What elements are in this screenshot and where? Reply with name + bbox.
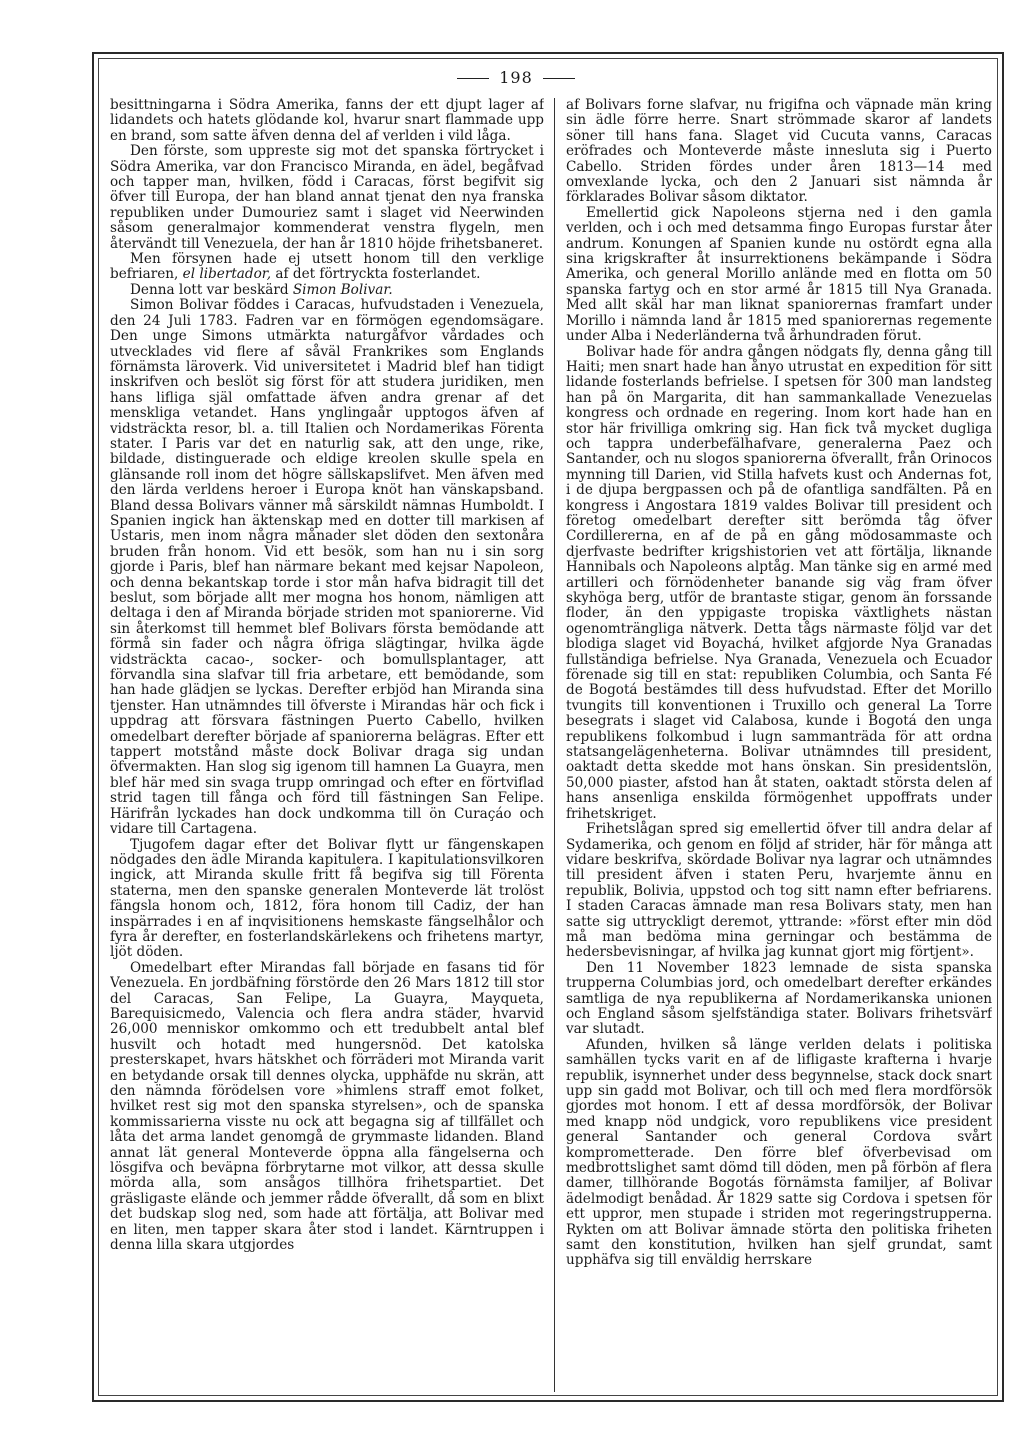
paragraph: besittningarna i Södra Amerika, fanns der ett djupt lager af lidandets och hatets glödande kol, hvarur snart flammade upp en brand, som satte äfven denna del af verlden i vild låga. [110,98,544,144]
page-number-dash-right [543,78,575,79]
paragraph-text: Denna lott var beskärd [130,281,293,298]
paragraph: af Bolivars forne slafvar, nu frigifna och väpnade män kring sin ädle förre herre. Snart strömmade skaror af landets söner till hans fana. Slaget vid Cucuta vanns, Caracas eröfrades och Monteverde måste innesluta sig i Puerto Cabello. Striden fördes under åren 1813—14 med omvexlande lycka, och den 2 Januari sist nämnda år förklarades Bolivar såsom diktator. [566,98,992,206]
right-column [566,98,992,1388]
paragraph: Emellertid gick Napoleons stjerna ned i den gamla verlden, och i och med detsamma fingo Europas furstar åter andrum. Konungen af Spanien kunde nu ostördt egna alla sina krigskrafter åt insurrektionens bekämpande i Södra Amerika, och general Morillo anlände med en flotta om 50 spanska fartyg och en stor armé år 1815 till Nya Granada. Med allt skäl har man liknat spaniorernas framfart under Morillo i nämnda land år 1815 med spaniorernas regemente under Alba i Nederländerna två århundraden förut. [566,204,992,345]
left-column [110,98,544,1388]
paragraph: Afunden, hvilken så länge verlden delats i politiska samhällen tycks varit en af de lifligaste krafterna i hvarje republik, isynnerhet under dess begynnelse, stack dock snart upp sin gadd mot Bolivar, och till och med flera mordförsök gjordes mot honom. I ett af dessa mordförsök, der Bolivar med knapp nöd undgick, voro republikens vice president general Santander och general Cordova svårt komprometterade. Den förre blef öfverbevisad om medbrottslighet samt dömd till döden, men på förbön af flera damer, tillhörande Bogotás förnämsta familjer, af Bolivar ädelmodigt benådad. År 1829 satte sig Cordova i spetsen för ett uppror, men stupade i striden mot regeringstrupperna. Rykten om att Bolivar ämnade störta den politiska friheten samt den konstitution, hvilken han sjelf grundat, samt upphäfva sig till enväldig herrskare [566,1036,992,1269]
italic-phrase: el libertador, [182,266,272,283]
paragraph-text: Men försynen hade ej utsett honom till den verklige befriaren, [110,251,544,283]
page-number-text: 198 [499,68,533,87]
paragraph: Den 11 November 1823 lemnade de sista spanska trupperna Columbias jord, och omedelbart derefter erkändes samtliga de nya republikerna af Nordamerikanska unionen och England såsom sjelfständiga stater. Bolivars frihetsvärf var slutadt. [566,959,992,1038]
page-number-dash-left [457,78,489,79]
paragraph: Bolivar hade för andra gången nödgats fly, denna gång till Haiti; men snart hade han ånyo utrustat en expedition för sitt lidande fosterlands befrielse. I spetsen för 300 man landsteg han på ön Margarita, dit han sammankallade Venezuelas kongress och ordnade en regering. Inom kort hade han en stor här frivilliga omkring sig. Han fick två mycket dugliga och tappra underbefälhafvare, generalerna Paez och Santander, och nu slogos spaniorerna öfverallt, från Orinocos mynning till Darien, vid Stilla hafvets kust och Andernas fot, i de djupa bergpassen och på de ofantliga sandfälten. På en kongress i Angostara 1819 valdes Bolivar till president och företog omedelbart derefter sitt berömda tåg öfver Cordillererna, en af de på en gång mödosammaste och djerfvaste bedrifter krigshistorien vet att förtälja, liknande Hannibals och Napoleons alptåg. Man tänke sig en armé med artilleri och förnödenheter banande sig väg fram öfver skyhöga berg, utför de brantaste stigar, genom än forssande floder, än den yppigaste tropiska växtlighets nästan ogenomträngliga nätverk. Detta tågs närmaste följd var det blodiga slaget vid Boyachá, hvilket afgjorde Nya Granadas fullständiga befrielse. Nya Granada, Venezuela och Ecuador förenade sig till en stat: republiken Columbia, och Santa Fé de Bogotá bestämdes till dess hufvudstad. Efter det Morillo tvungits till konventionen i Truxillo och general La Torre besegrats i slaget vid Calabosa, kunde i Bogotá den unga republikens folkombud i lugn sammanträda för att ordna statsangelägenheterna. Bolivar utnämndes till president, oaktadt detta skedde mot hans önskan. Sin presidentslön, 50,000 piaster, afstod han åt staten, oaktadt största delen af hans ansenliga enskilda förmögenhet uppoffrats under frihetskriget. [566,343,992,822]
italic-phrase: Simon Bolivar. [292,281,393,298]
paragraph: Tjugofem dagar efter det Bolivar flytt ur fängenskapen nödgades den ädle Miranda kapitulera. I kapitulationsvilkoren ingick, att Miranda skulle fritt få begifva sig till Förenta staterna, men den spanske generalen Monteverde lät trolöst fängsla honom och, 1812, föra honom till Cadiz, der han inspärrades i en af inqvisitionens hemskaste fängselhålor och fyra år derefter, en fosterlandskärlekens och frihetens martyr, ljöt döden. [110,836,544,961]
paragraph [110,252,544,283]
paragraph: Omedelbart efter Mirandas fall började en fasans tid för Venezuela. En jordbäfning förstörde den 26 Mars 1812 till stor del Caracas, San Felipe, La Guayra, Mayqueta, Barequisicmedo, Valencia och flera andra städer, hvarvid 26,000 menniskor omkommo och ett tredubbelt antal blef husvilt och hotadt med hungersnöd. Det katolska presterskapet, hvars hätskhet och förräderi mot Miranda varit en betydande orsak till dennes olycka, upphäfde nu skrän, att den nämnda förödelsen vore »himlens straff emot folket, hvilket rest sig mot den spanska styrelsen», och de spanska kommissarierna visste nu ock att begagna sig af tillfället och låta det arma landet genomgå de grymmaste lidanden. Bland annat lät general Monteverde öppna alla fängelserna och lösgifva och beväpna förbrytarne mot vilkor, att dessa skulle mörda alla, som ansågos tillhöra frihetspartiet. Det gräsligaste elände och jemmer rådde öfverallt, då som en blixt det budskap slog ned, som hade att förtälja, att Bolivar med en liten, men tapper skara åter stod i landet. Kärntruppen i denna lilla skara utgjordes [110,959,544,1254]
paragraph: Den förste, som uppreste sig mot det spanska förtrycket i Södra Amerika, var don Francisco Miranda, en ädel, begåfvad och tapper man, hvilken, född i Caracas, först begifvit sig öfver till Europa, der han bland annat tjenat den nya franska republiken under Dumouriez samt i slaget vid Neerwinden såsom generalmajor kommenderat venstra flygeln, men återvändt till Venezuela, der han år 1810 höjde frihetsbaneret. [110,143,544,252]
paragraph: Simon Bolivar föddes i Caracas, hufvudstaden i Venezuela, den 24 Juli 1783. Fadren var en förmögen egendomsägare. Den unge Simons utmärkta naturgåfvor vårdades och utvecklades vid flere af såväl Frankrikes som Englands förnämsta läroverk. Vid universitetet i Madrid blef han tidigt inskrifven och beslöt sig först för att studera juridiken, men hans lifliga själ omfattade äfven andra grenar af det menskliga vetandet. Hans ynglingaår upptogos äfven af vidsträckta resor, bl. a. till Italien och Nordamerikas Förenta stater. I Paris var det en naturlig sak, att den unge, rike, bildade, distinguerade och eldige kreolen skulle spela en glänsande roll inom det högre sällskapslifvet. Men äfven med den lärda verldens heroer i Europa knöt han vänskapsband. Bland dessa Bolivars vänner må särskildt nämnas Humboldt. I Spanien ingick han äktenskap med en dotter till markisen af Ustaris, men inom några månader slet döden den sextonåra bruden från honom. Vid ett besök, som han nu i sin sorg gjorde i Paris, blef han närmare bekant med kejsar Napoleon, och denna bekantskap torde i stor mån hafva bidragit till det beslut, som började allt mer mogna hos honom, nämligen att deltaga i den af Miranda började striden mot spaniorerne. Vid sin återkomst till hemmet blef Bolivars första bemödande att förmå sin fader och några öfriga slägtingar, hvilka ägde vidsträckta cacao-, socker- och bomullsplantager, att förvandla sina slafvar till fria arbetare, ett bemödande, som han hade glädjen se lyckas. Derefter erbjöd han Miranda sina tjenster. Han utnämndes till öfverste i Mirandas här och fick i uppdrag att försvara fästningen Puerto Cabello, hvilken omedelbart derefter började af spaniorerna belägras. Efter ett tappert motstånd måste dock Bolivar draga sig undan öfvermakten. Han slog sig igenom till hamnen La Guayra, men blef här med sin svaga trupp omringad och efter en förtviflad strid tagen till fånga och förd till fästningen San Felipe. Härifrån lyckades han dock undkomma till ön Curaçáo och vidare till Cartagena. [110,297,544,838]
paragraph-text: af det förtryckta fosterlandet. [271,266,481,283]
paragraph [110,283,544,298]
column-divider [554,98,555,1392]
paragraph: Frihetslågan spred sig emellertid öfver till andra delar af Sydamerika, och genom en följd af strider, här för många att vidare beskrifva, skördade Bolivar nya lagrar och utnämndes till president äfven i staten Peru, hvarjemte ännu en republik, Bolivia, uppstod och tog sitt namn efter befriarens. I staden Caracas ämnade man resa Bolivars staty, men han satte sig uttryckligt deremot, yttrande: »först efter min död må man bedöma mina gerningar och bestämma de hedersbevisningar, af hvilka jag kunnat gjort mig förtjent». [566,821,992,961]
page-number [0,68,1032,87]
